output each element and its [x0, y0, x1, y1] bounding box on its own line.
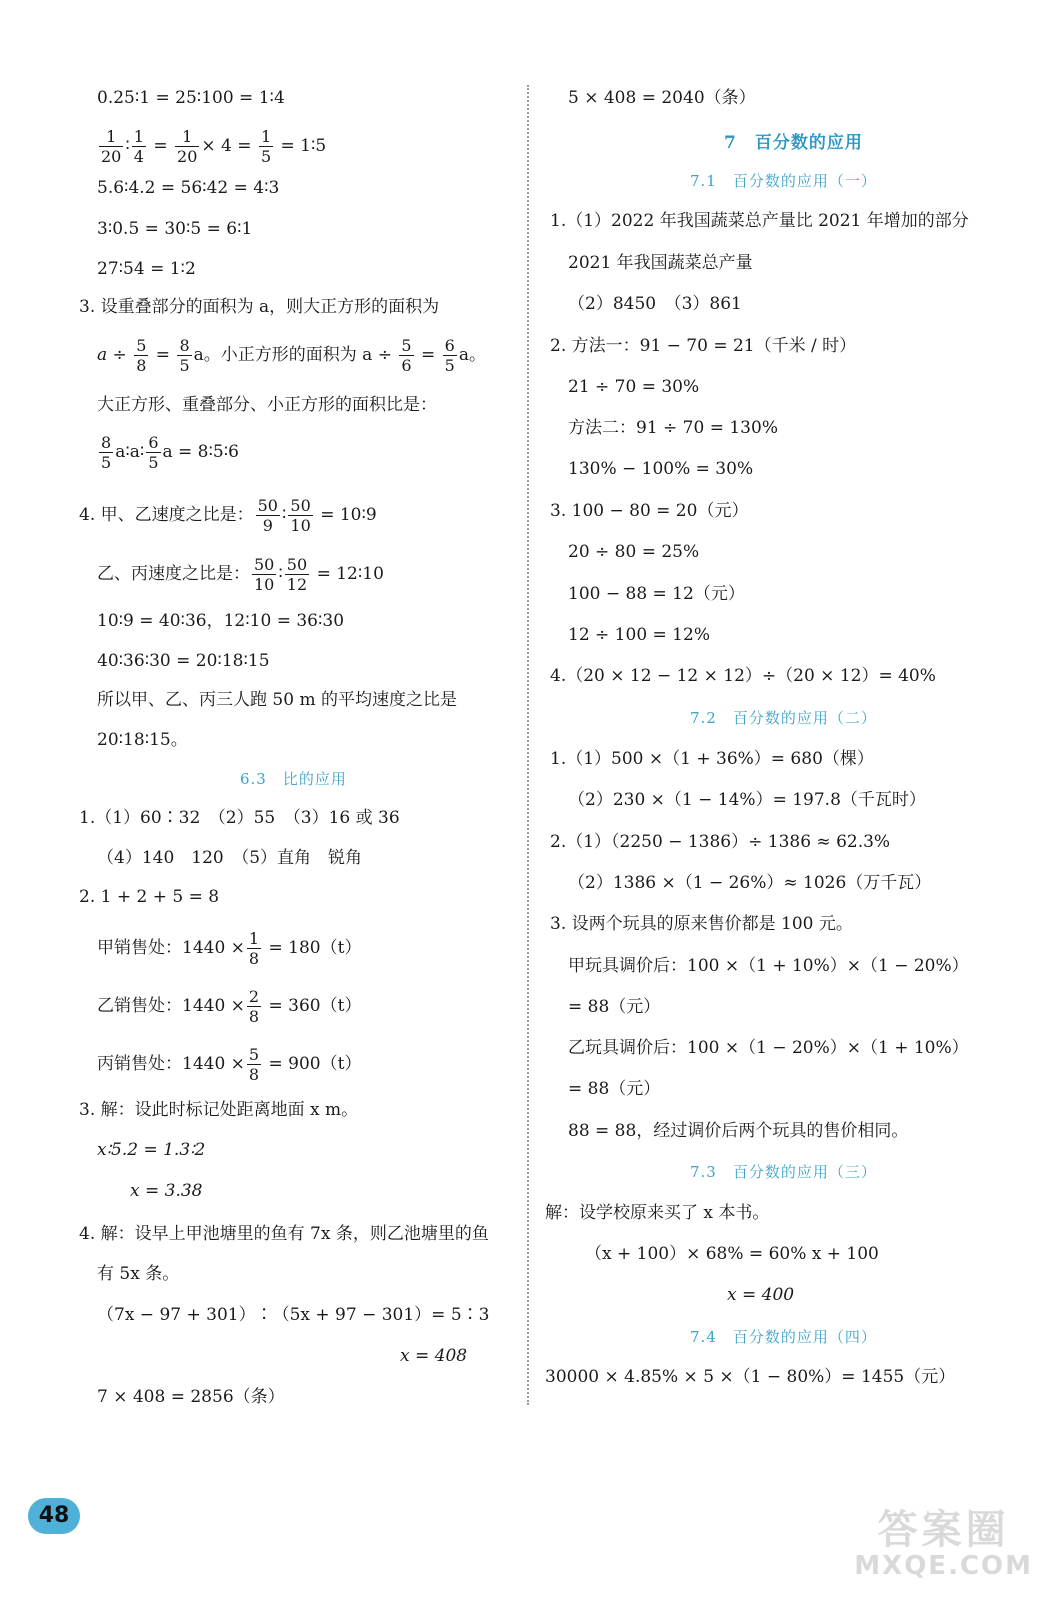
- fraction: $\frac{1}{20}$: [177, 127, 198, 166]
- eq-line-fractions: $\frac{8}{5}$ a∶a∶ $\frac{6}{5}$ a = 8∶5∶6: [101, 433, 239, 472]
- fraction: $\frac{50}{10}$: [254, 555, 275, 594]
- eq-line: 27∶54 = 1∶2: [97, 259, 196, 279]
- answer-line: （2）8450 （3）861: [568, 294, 742, 314]
- fraction: $\frac{2}{8}$: [248, 987, 260, 1026]
- answer-line: 有 5x 条。: [97, 1264, 180, 1284]
- fraction: $\frac{5}{8}$: [136, 336, 147, 375]
- eq-line: 方法二：91 ÷ 70 = 130%: [568, 418, 778, 438]
- eq-line: = 88（元）: [568, 997, 661, 1017]
- question-4-line: 4. 甲、乙速度之比是： $\frac{50}{9}$ ∶ $\frac{50}{10}$ = 10∶9: [79, 496, 377, 535]
- eq-line: x = 408: [400, 1346, 468, 1366]
- eq-line: 5 × 408 = 2040（条）: [568, 88, 756, 108]
- fraction: $\frac{6}{5}$: [444, 336, 455, 375]
- fraction: $\frac{1}{4}$: [133, 127, 144, 166]
- fraction: $\frac{8}{5}$: [101, 433, 112, 472]
- fraction: $\frac{6}{5}$: [148, 433, 159, 472]
- answer-line: 30000 × 4.85% × 5 ×（1 − 80%）= 1455（元）: [545, 1367, 956, 1387]
- answer-line: 甲玩具调价后：100 ×（1 + 10%）×（1 − 20%）: [568, 956, 969, 976]
- section-title-7-2: 7.2 百分数的应用（二）: [690, 709, 877, 727]
- section-title-7-3: 7.3 百分数的应用（三）: [690, 1163, 877, 1181]
- watermark-logo: 答案圈 MXQE.COM: [854, 1507, 1033, 1581]
- eq-line: 40∶36∶30 = 20∶18∶15: [97, 651, 270, 671]
- answer-line: 1.（1）2022 年我国蔬菜总产量比 2021 年增加的部分: [550, 211, 969, 231]
- eq-line: 130% − 100% = 30%: [568, 459, 754, 479]
- answer-line: 乙玩具调价后：100 ×（1 − 20%）×（1 + 10%）: [568, 1038, 969, 1058]
- answer-line: 解：设学校原来买了 x 本书。: [545, 1203, 770, 1223]
- eq-line: 0.25∶1 = 25∶100 = 1∶4: [97, 88, 285, 108]
- chapter-title-7: 7 百分数的应用: [724, 133, 863, 153]
- column-divider: [527, 85, 529, 1405]
- answer-line: 2.（1）（2250 − 1386）÷ 1386 ≈ 62.3%: [550, 832, 891, 852]
- eq-line-fractions: a ÷ $\frac{5}{8}$ = $\frac{8}{5}$ a。小正方形的面积为 a ÷ $\frac{5}{6}$ = $\frac{6}{5}$ a。: [97, 336, 486, 375]
- section-title-7-4: 7.4 百分数的应用（四）: [690, 1328, 877, 1346]
- fraction: $\frac{1}{20}$: [101, 127, 122, 166]
- answer-line: 2021 年我国蔬菜总产量: [568, 253, 753, 273]
- eq-line: 100 − 88 = 12（元）: [568, 584, 745, 604]
- eq-line: （x + 100）× 68% = 60% x + 100: [585, 1244, 879, 1264]
- fraction: $\frac{8}{5}$: [179, 336, 190, 375]
- eq-line: 20∶18∶15。: [97, 730, 188, 750]
- page-number-badge: 48: [28, 1498, 80, 1534]
- section-title-6-3: 6.3 比的应用: [240, 770, 347, 788]
- answer-line: （2）230 ×（1 − 14%）= 197.8（千瓦时）: [568, 790, 926, 810]
- fraction: $\frac{5}{6}$: [401, 336, 412, 375]
- fraction: $\frac{1}{5}$: [260, 127, 272, 166]
- eq-line: 10∶9 = 40∶36，12∶10 = 36∶30: [97, 611, 345, 631]
- answer-line: 4.（20 × 12 − 12 × 12）÷（20 × 12）= 40%: [550, 666, 936, 686]
- answer-line: 3. 设两个玩具的原来售价都是 100 元。: [550, 914, 853, 934]
- eq-line: 7 × 408 = 2856（条）: [97, 1387, 285, 1407]
- answer-line: 3. 100 − 80 = 20（元）: [550, 501, 749, 521]
- eq-line-fractions: $\frac{1}{20}$ ∶ $\frac{1}{4}$ = $\frac{1}{20}$ × 4 = $\frac{1}{5}$ = 1∶5: [101, 127, 327, 166]
- answer-line: 4. 解：设早上甲池塘里的鱼有 7x 条，则乙池塘里的鱼: [79, 1224, 489, 1244]
- eq-line-fractions: 甲销售处：1440 × $\frac{1}{8}$ = 180（t）: [97, 929, 362, 968]
- fraction: $\frac{50}{9}$: [257, 496, 278, 535]
- question-3-line: 3. 设重叠部分的面积为 a，则大正方形的面积为: [79, 297, 440, 317]
- eq-line-fractions: 乙、丙速度之比是： $\frac{50}{10}$ ∶ $\frac{50}{12}$ = 12∶10: [97, 555, 384, 594]
- eq-line: 3∶0.5 = 30∶5 = 6∶1: [97, 219, 253, 239]
- eq-line: 5.6∶4.2 = 56∶42 = 4∶3: [97, 178, 280, 198]
- fraction: $\frac{50}{10}$: [290, 496, 311, 535]
- answer-line: 1.（1）60∶32 （2）55 （3）16 或 36: [79, 808, 400, 828]
- section-title-7-1: 7.1 百分数的应用（一）: [690, 172, 877, 190]
- answer-line: 88 = 88，经过调价后两个玩具的售价相同。: [568, 1121, 909, 1141]
- answer-line: 1.（1）500 ×（1 + 36%）= 680（棵）: [550, 749, 874, 769]
- fraction: $\frac{50}{12}$: [286, 555, 308, 594]
- answer-line: 2. 1 + 2 + 5 = 8: [79, 887, 220, 907]
- answer-line: 3. 解：设此时标记处距离地面 x m。: [79, 1100, 359, 1120]
- eq-line: x = 400: [727, 1285, 795, 1305]
- eq-line: 21 ÷ 70 = 30%: [568, 377, 700, 397]
- answer-line: （2）1386 ×（1 − 26%）≈ 1026（万千瓦）: [568, 873, 932, 893]
- eq-line: 20 ÷ 80 = 25%: [568, 542, 700, 562]
- eq-line-fractions: 丙销售处：1440 × $\frac{5}{8}$ = 900（t）: [97, 1045, 362, 1084]
- eq-line: （7x − 97 + 301）∶（5x + 97 − 301）= 5∶3: [97, 1305, 490, 1325]
- text-line: 大正方形、重叠部分、小正方形的面积比是：: [97, 395, 437, 415]
- eq-line: x∶5.2 = 1.3∶2: [97, 1140, 206, 1160]
- answer-line: 2. 方法一：91 − 70 = 21（千米 / 时）: [550, 336, 857, 356]
- fraction: $\frac{1}{8}$: [248, 929, 260, 968]
- answer-line: （4）140 120 （5）直角 锐角: [97, 848, 363, 868]
- eq-line: 12 ÷ 100 = 12%: [568, 625, 710, 645]
- eq-line-fractions: 乙销售处：1440 × $\frac{2}{8}$ = 360（t）: [97, 987, 362, 1026]
- text-line: 所以甲、乙、丙三人跑 50 m 的平均速度之比是: [97, 690, 457, 710]
- eq-line: x = 3.38: [130, 1181, 203, 1201]
- eq-line: = 88（元）: [568, 1079, 661, 1099]
- fraction: $\frac{5}{8}$: [248, 1045, 260, 1084]
